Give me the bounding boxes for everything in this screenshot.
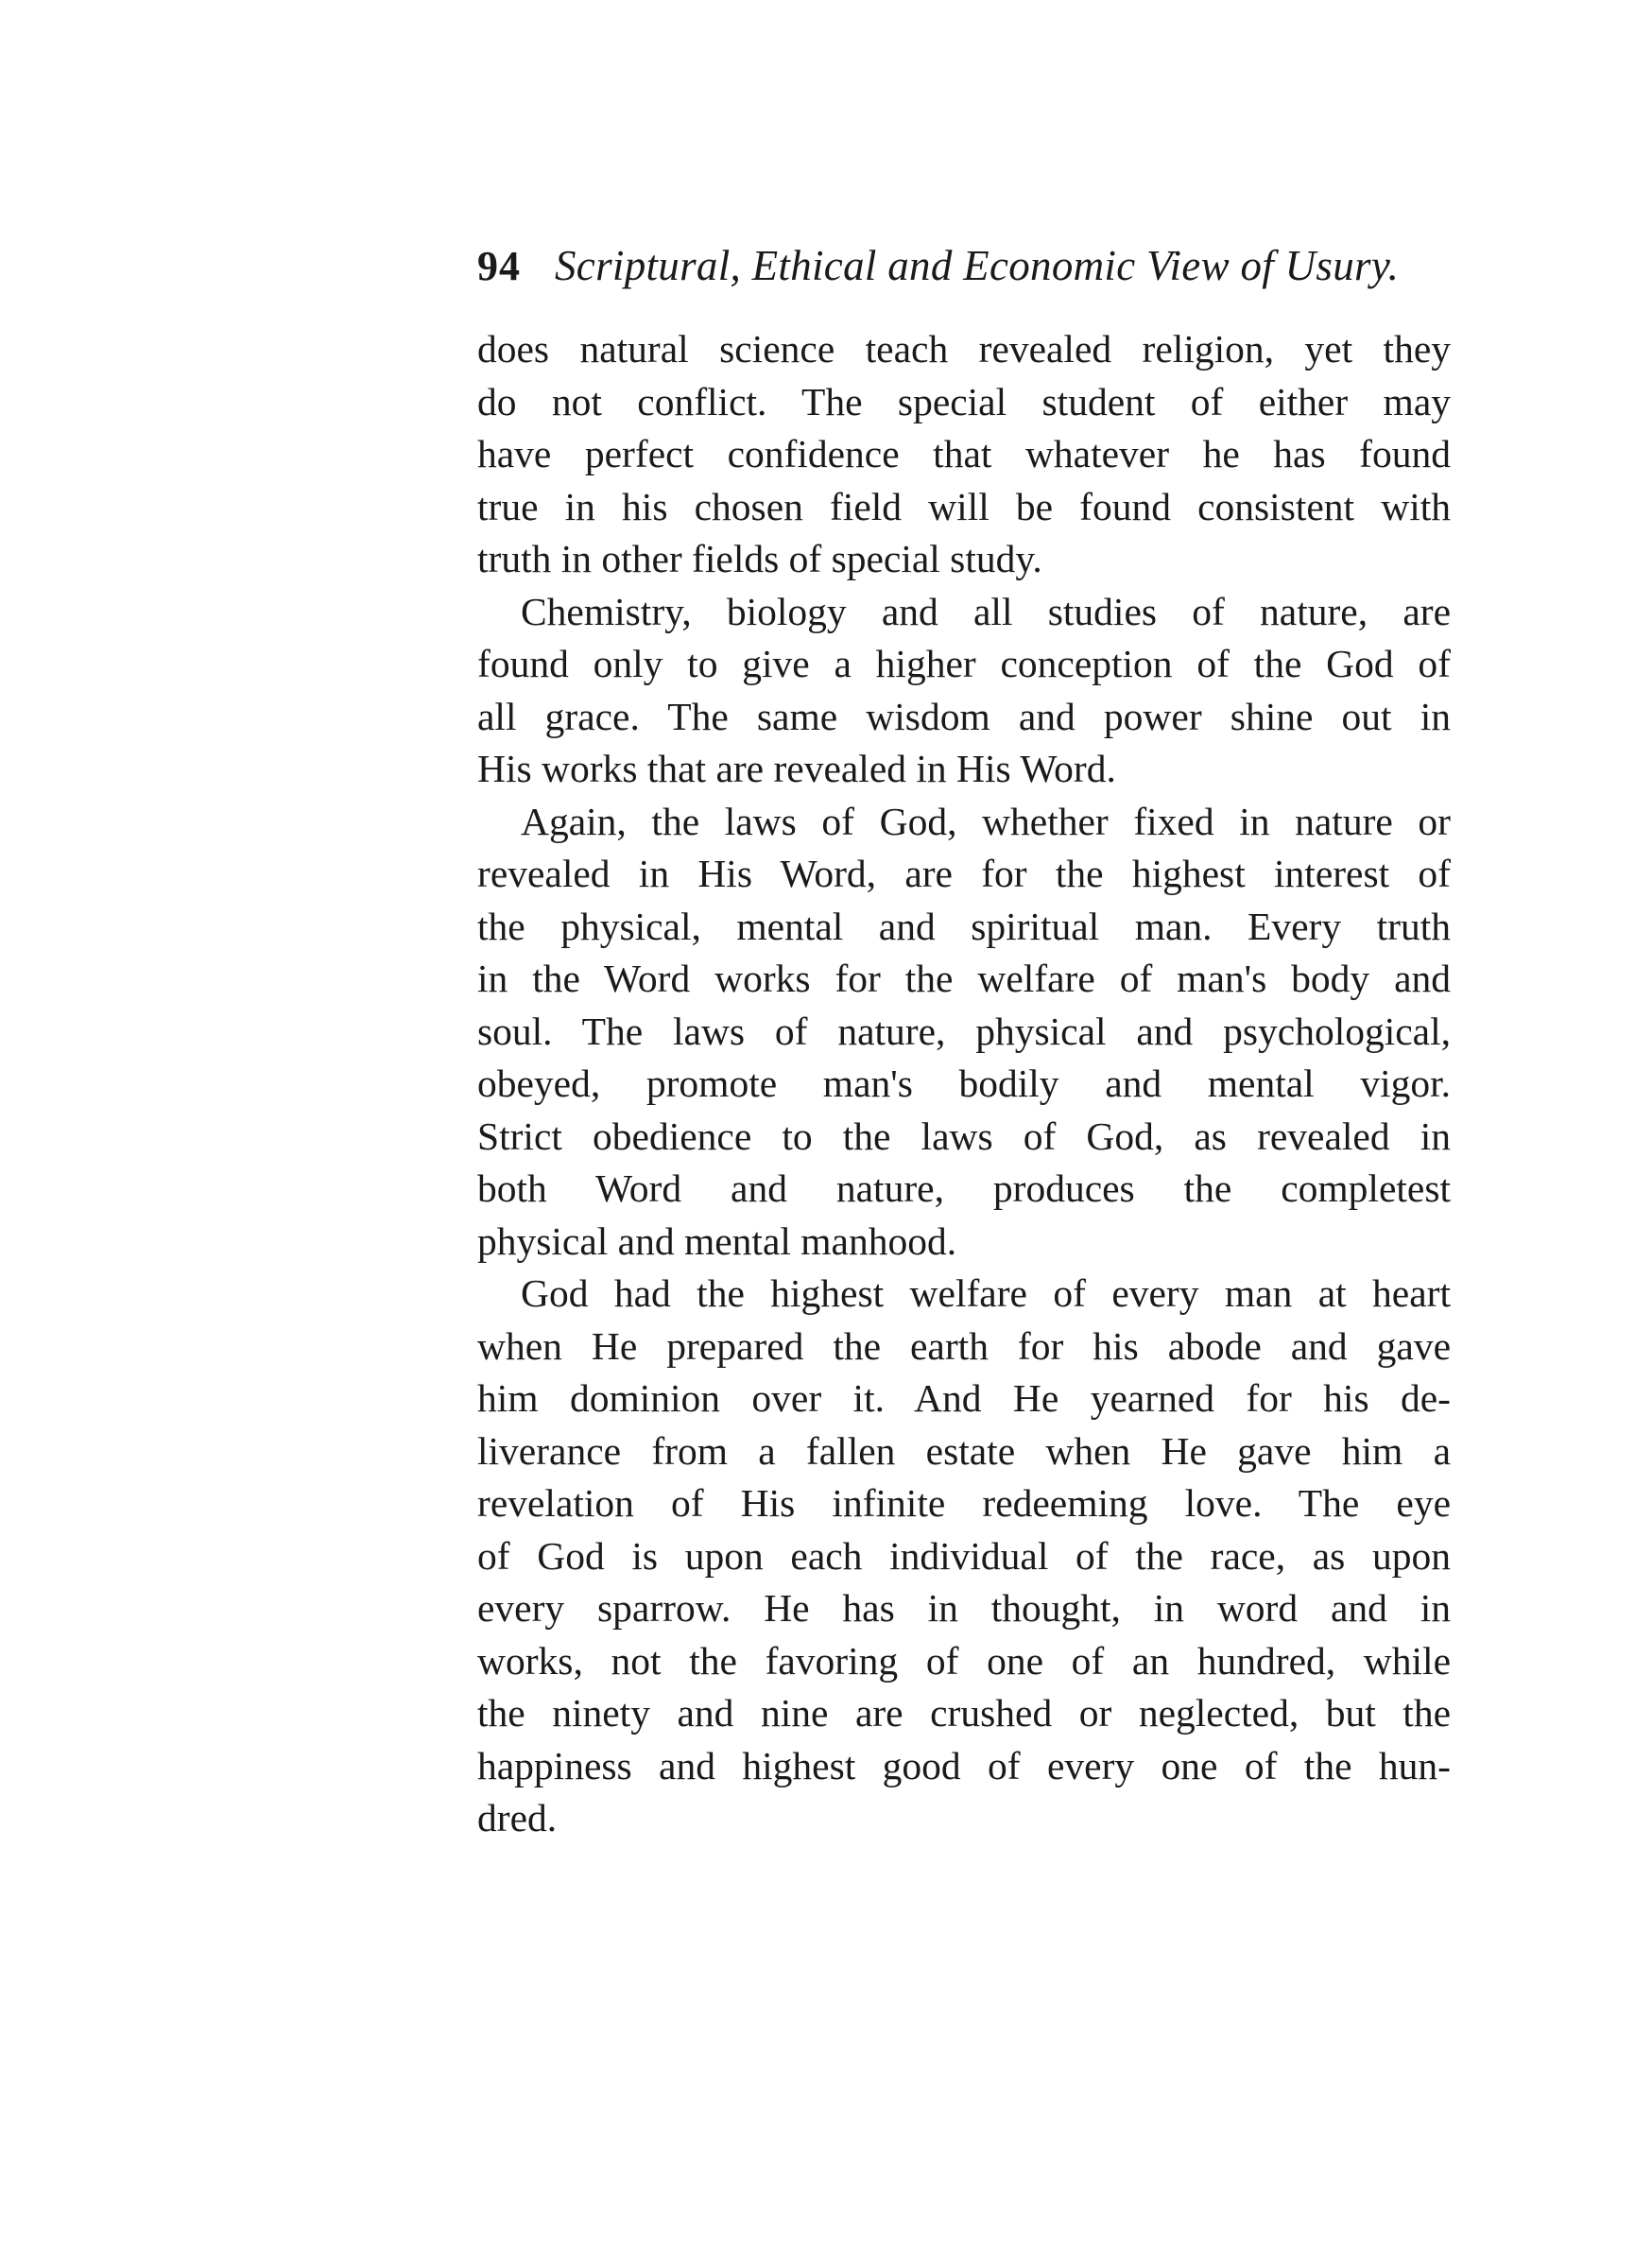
text-line: have perfect confidence that whatever he has found [477,432,1451,475]
text-line: Chemistry, biology and all studies of nature, are [521,589,1451,633]
text-line: both Word and nature, produces the completest [477,1166,1451,1210]
text-line: revealed in His Word, are for the highest interest of [477,852,1451,895]
text-line: true in his chosen field will be found consistent with [477,484,1451,528]
text-line: the ninety and nine are crushed or neglected, but the [477,1691,1451,1735]
text-line: in the Word works for the welfare of man's body and [477,957,1451,1000]
running-head [477,241,1451,298]
paragraph [477,796,1451,1269]
text-line: every sparrow. He has in thought, in word and in [477,1586,1451,1630]
paragraph [477,323,1451,586]
body-text [477,323,1451,1845]
text-line: him dominion over it. And He yearned for his de- [477,1376,1451,1420]
text-line: liverance from a fallen estate when He gave him a [477,1428,1451,1473]
text-line: Again, the laws of God, whether fixed in nature or [521,799,1451,843]
text-line: truth in other fields of special study. [477,537,1042,580]
text-line: does natural science teach revealed religion, yet they [477,327,1451,371]
text-line: of God is upon each individual of the race, as upon [477,1533,1451,1578]
running-title: Scriptural, Ethical and Economic View of Usury. [555,242,1400,289]
text-line: obeyed, promote man's bodily and mental vigor. [477,1062,1451,1105]
text-line: revelation of His infinite redeeming love. The eye [477,1481,1451,1525]
text-line: do not conflict. The special student of either may [477,379,1451,423]
text-line: Strict obedience to the laws of God, as revealed in [477,1114,1451,1158]
text-line: dred. [477,1796,558,1839]
text-line: His works that are revealed in His Word. [477,747,1116,790]
text-line: happiness and highest good of every one of the hun- [477,1743,1451,1787]
text-line: physical and mental manhood. [477,1218,957,1263]
text-line: works, not the favoring of one of an hundred, while [477,1638,1451,1683]
text-line: when He prepared the earth for his abode and gave [477,1323,1451,1368]
text-line: soul. The laws of nature, physical and psychological, [477,1009,1451,1053]
text-line: all grace. The same wisdom and power shine out in [477,694,1451,738]
page-number: 94 [477,243,521,289]
text-line: the physical, mental and spiritual man. Every truth [477,904,1451,948]
text-line: found only to give a higher conception of the God of [477,642,1451,685]
paragraph [477,1268,1451,1845]
paragraph [477,586,1451,796]
text-line: God had the highest welfare of every man at heart [521,1271,1451,1315]
